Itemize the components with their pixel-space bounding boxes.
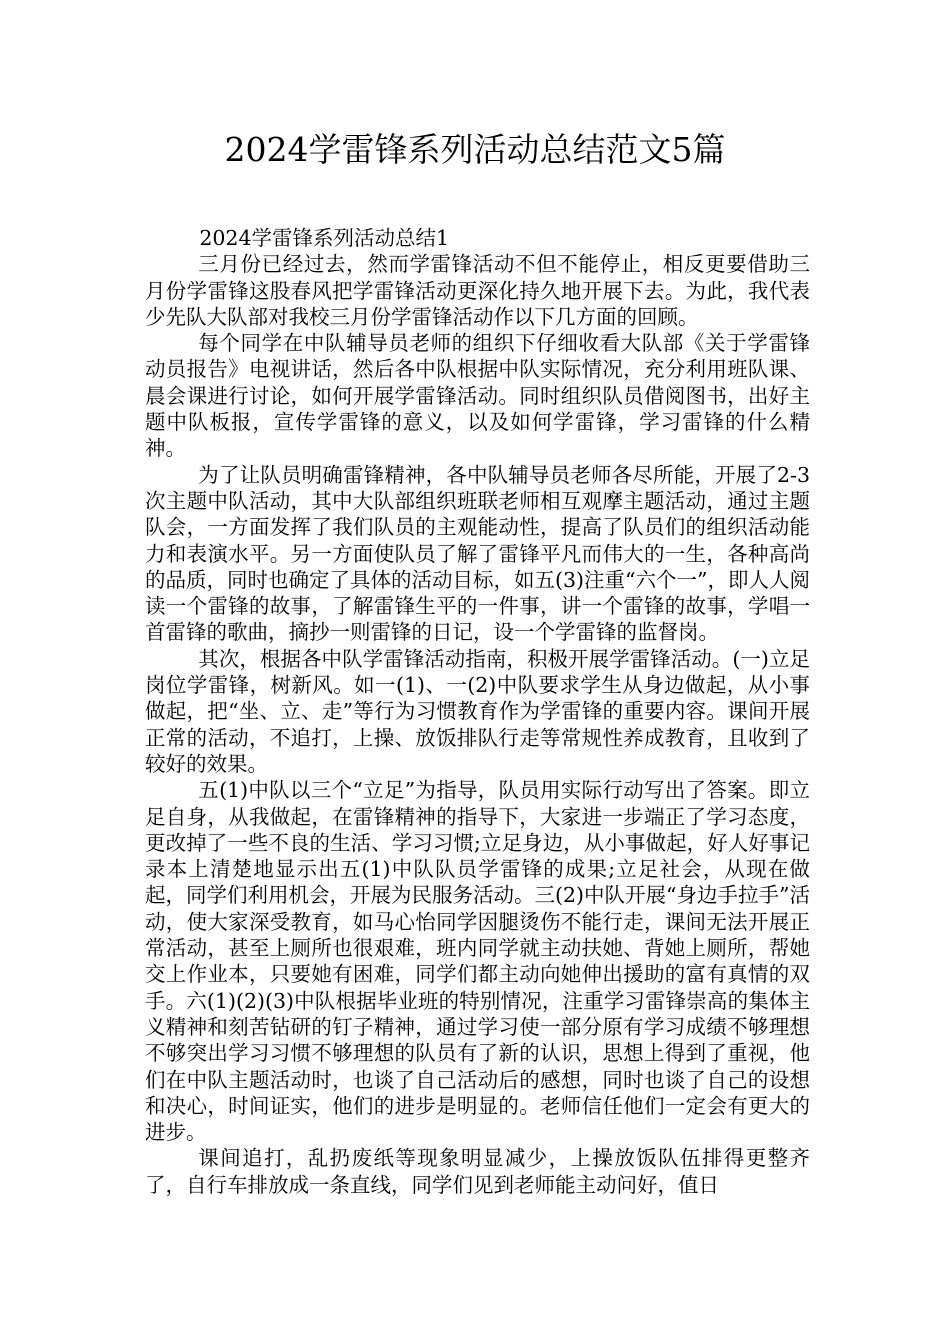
paragraph-5: 五(1)中队以三个“立足”为指导，队员用实际行动写出了答案。即立足自身，从我做起，在雷锋精神的指导下，大家进一步端正了学习态度，更改掉了一些不良的生活、学习习惯;立足身边，从小事做起，好人好事记录本上清楚地显示出五(1)中队队员学雷锋的成果;立足社会，从现在做起，同学们利用机会，开展为民服务活动。三(2)中队开展“身边手拉手”活动，使大家深受教育，如马心怡同学因腿烫伤不能行走，课间无法开展正常活动，甚至上厕所也很艰难，班内同学就主动扶她、背她上厕所，帮她交上作业本，只要她有困难，同学们都主动向她伸出援助的富有真情的双手。六(1)(2)(3)中队根据毕业班的特别情况，注重学习雷锋崇高的集体主义精神和刻苦钻研的钉子精神，通过学习使一部分原有学习成绩不够理想不够突出学习习惯不够理想的队员有了新的认识，思想上得到了重视，他们在中队主题活动时，也谈了自己活动后的感想，同时也谈了自己的设想和决心，时间证实，他们的进步是明显的。老师信任他们一定会有更大的进步。 <box>145 778 810 1145</box>
document-title: 2024学雷锋系列活动总结范文5篇 <box>224 130 726 169</box>
paragraph-3: 为了让队员明确雷锋精神，各中队辅导员老师各尽所能，开展了2-3次主题中队活动，其中大队部组织班联老师相互观摩主题活动，通过主题队会，一方面发挥了我们队员的主观能动性，提高了队员们的组织活动能力和表演水平。另一方面使队员了解了雷锋平凡而伟大的一生，各种高尚的品质，同时也确定了具体的活动目标，如五(3)注重“六个一”，即人人阅读一个雷锋的故事，了解雷锋生平的一件事，讲一个雷锋的故事，学唱一首雷锋的歌曲，摘抄一则雷锋的日记，设一个学雷锋的监督岗。 <box>145 462 810 645</box>
paragraph-2: 每个同学在中队辅导员老师的组织下仔细收看大队部《关于学雷锋动员报告》电视讲话，然后各中队根据中队实际情况，充分利用班队课、晨会课进行讨论，如何开展学雷锋活动。同时组织队员借阅图书，出好主题中队板报，宣传学雷锋的意义，以及如何学雷锋，学习雷锋的什么精神。 <box>145 331 810 461</box>
paragraph-1: 三月份已经过去，然而学雷锋活动不但不能停止，相反更要借助三月份学雷锋这股春风把学雷锋活动更深化持久地开展下去。为此，我代表少先队大队部对我校三月份学雷锋活动作以下几方面的回顾。 <box>145 252 810 329</box>
paragraph-6: 课间追打，乱扔废纸等现象明显减少，上操放饭队伍排得更整齐了，自行车排放成一条直线，同学们见到老师能主动问好，值日 <box>145 1146 810 1197</box>
section-heading: 2024学雷锋系列活动总结1 <box>199 226 450 250</box>
paragraph-4: 其次，根据各中队学雷锋活动指南，积极开展学雷锋活动。(一)立足岗位学雷锋，树新风。如一(1)、一(2)中队要求学生从身边做起，从小事做起，把“坐、立、走”等行为习惯教育作为学雷锋的重要内容。课间开展正常的活动，不追打，上操、放饭排队行走等常规性养成教育，且收到了较好的效果。 <box>145 646 810 776</box>
document-body <box>145 225 810 1198</box>
